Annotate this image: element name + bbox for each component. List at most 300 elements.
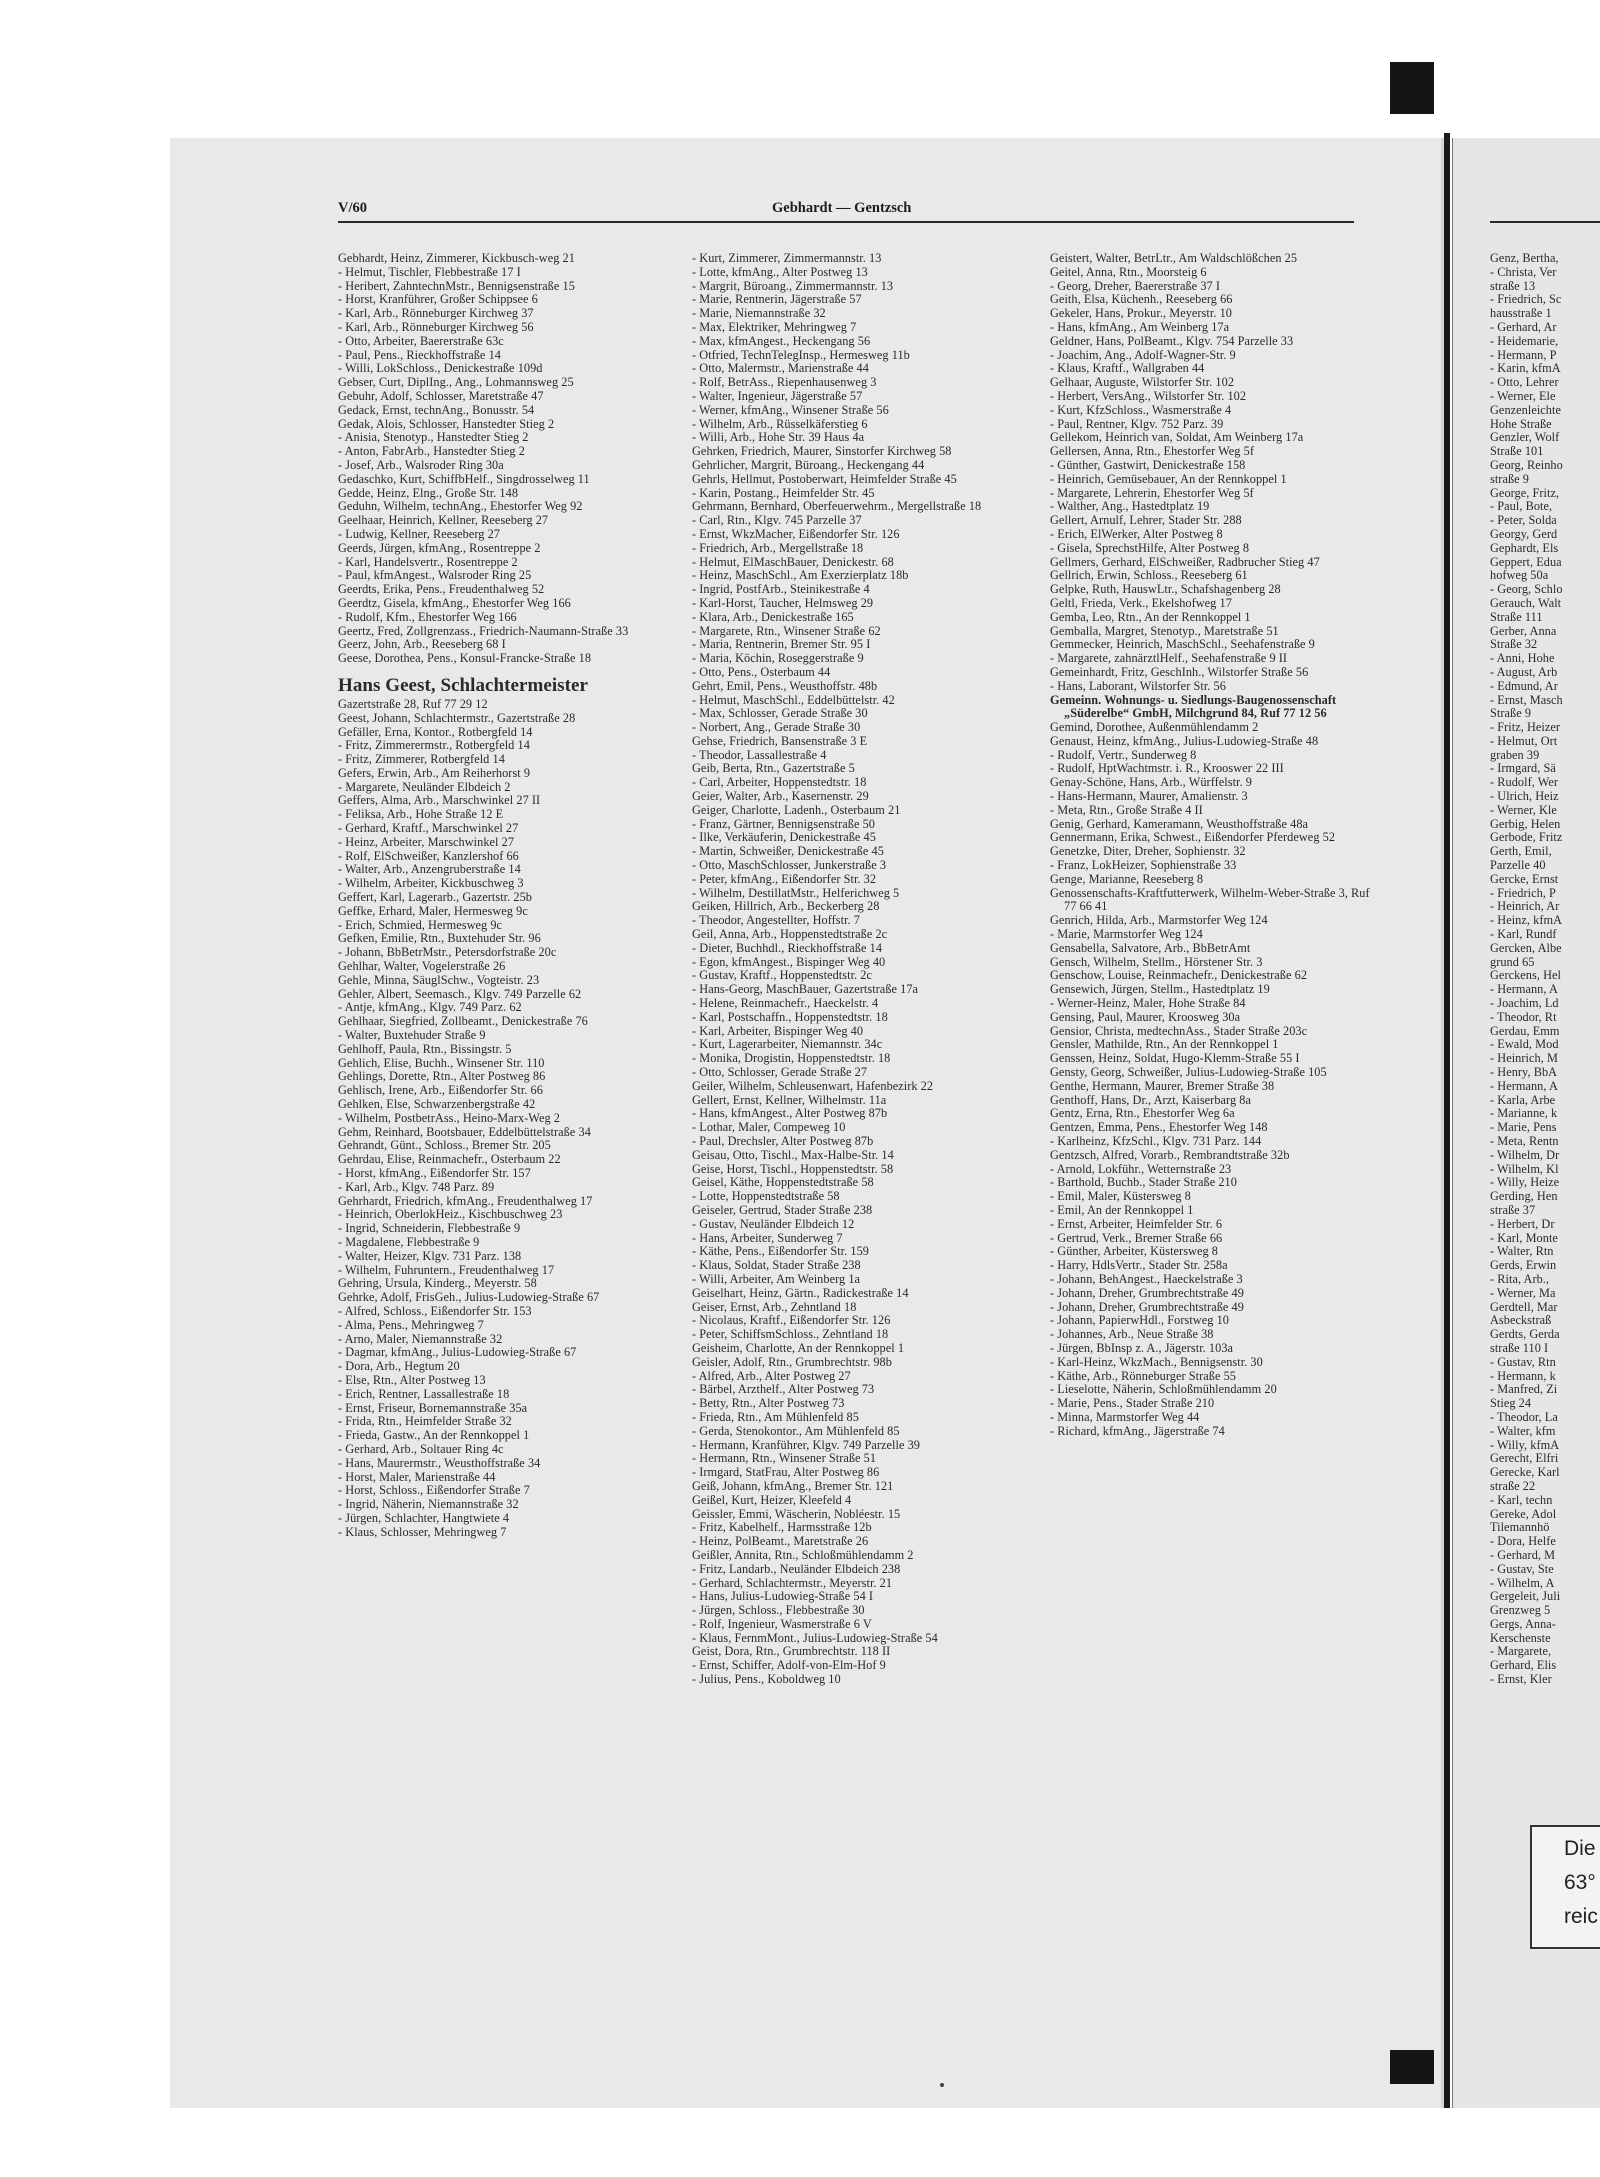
directory-entry: - Helmut, ElMaschBauer, Denickestr. 68 bbox=[692, 554, 894, 569]
directory-entry: Geffert, Karl, Lagerarb., Gazertstr. 25b bbox=[338, 890, 532, 905]
directory-entry: - Antje, kfmAng., Klgv. 749 Parz. 62 bbox=[338, 1000, 522, 1015]
directory-entry: Genssen, Heinz, Soldat, Hugo-Klemm-Straße 55 I bbox=[1050, 1051, 1300, 1066]
directory-entry: - Ernst, Arbeiter, Heimfelder Str. 6 bbox=[1050, 1216, 1223, 1231]
directory-entry: Gensty, Georg, Schweißer, Julius-Ludowieg-Straße 105 bbox=[1050, 1065, 1327, 1080]
directory-entry: Stieg 24 bbox=[1490, 1396, 1532, 1411]
directory-entry: - Meta, Rentn bbox=[1490, 1134, 1559, 1148]
directory-entry: Geertz, Fred, Zollgrenzass., Friedrich-Naumann-Straße 33 bbox=[338, 623, 629, 638]
directory-entry: - Walter, Rtn bbox=[1490, 1244, 1554, 1259]
directory-entry: straße 110 I bbox=[1490, 1340, 1549, 1355]
directory-entry: Geest, Johann, Schlachtermstr., Gazertstraße 28 bbox=[338, 710, 576, 725]
directory-entry: - Werner, Ele bbox=[1490, 388, 1556, 403]
directory-entry: - Fritz, Zimmerer, Rotbergfeld 14 bbox=[338, 752, 505, 767]
directory-entry: - Arnold, Lokführ., Wetternstraße 23 bbox=[1050, 1161, 1232, 1176]
directory-entry: Gercken, Albe bbox=[1490, 940, 1562, 955]
directory-entry: Geelhaar, Heinrich, Kellner, Reeseberg 27 bbox=[338, 513, 549, 528]
directory-entry: Gerhard, Elis bbox=[1490, 1658, 1557, 1673]
directory-entry: - Hans-Hermann, Maurer, Amalienstr. 3 bbox=[1050, 789, 1248, 804]
directory-entry: - Dieter, Buchhdl., Rieckhoffstraße 14 bbox=[692, 940, 883, 955]
directory-entry: - Fritz, Kabelhelf., Harmsstraße 12b bbox=[692, 1520, 872, 1535]
directory-entry: Gephardt, Els bbox=[1490, 540, 1559, 555]
directory-entry: - Erich, Rentner, Lassallestraße 18 bbox=[338, 1386, 510, 1401]
directory-entry: - Karin, Postang., Heimfelder Str. 45 bbox=[692, 485, 875, 500]
directory-entry: - Frieda, Gastw., An der Rennkoppel 1 bbox=[338, 1428, 530, 1443]
directory-entry: - Frida, Rtn., Heimfelder Straße 32 bbox=[338, 1414, 512, 1429]
directory-entry: - Rudolf, Kfm., Ehestorfer Weg 166 bbox=[338, 609, 517, 624]
directory-entry: Gebser, Curt, DiplIng., Ang., Lohmannsweg 25 bbox=[338, 375, 574, 390]
directory-entry: - Magdalene, Flebbestraße 9 bbox=[338, 1234, 480, 1249]
directory-entry: - Erich, Schmied, Hermesweg 9c bbox=[338, 917, 503, 932]
directory-entry: - Alfred, Arb., Alter Postweg 27 bbox=[692, 1368, 851, 1383]
directory-entry: - Ewald, Mod bbox=[1490, 1037, 1559, 1052]
directory-entry: - Karl, Rundf bbox=[1490, 927, 1557, 942]
directory-entry: - Max, Elektriker, Mehringweg 7 bbox=[692, 319, 857, 334]
directory-entry: - Hans, Julius-Ludowieg-Straße 54 I bbox=[692, 1589, 874, 1604]
directory-entry: Gemballa, Margret, Stenotyp., Maretstraße 51 bbox=[1050, 623, 1279, 638]
directory-entry: - Barthold, Buchb., Stader Straße 210 bbox=[1050, 1175, 1237, 1190]
directory-entry: - Karl-Heinz, WkzMach., Bennigsenstr. 30 bbox=[1050, 1354, 1263, 1369]
directory-entry: - Egon, kfmAngest., Bispinger Weg 40 bbox=[692, 954, 886, 969]
directory-entry: - Ingrid, Schneiderin, Flebbestraße 9 bbox=[338, 1221, 521, 1236]
directory-entry: - Hans, Maurermstr., Weusthoffstraße 34 bbox=[338, 1455, 541, 1470]
directory-entry: - Marie, Marmstorfer Weg 124 bbox=[1050, 927, 1203, 942]
directory-entry: - Heinz, MaschSchl., Am Exerzierplatz 18b bbox=[692, 568, 909, 583]
directory-entry: Gebuhr, Adolf, Schlosser, Maretstraße 47 bbox=[338, 388, 544, 403]
directory-entry: Gehrls, Hellmut, Postoberwart, Heimfelder Straße 45 bbox=[692, 471, 957, 486]
directory-entry: George, Fritz, bbox=[1490, 485, 1560, 500]
directory-entry: - Alma, Pens., Mehringweg 7 bbox=[338, 1317, 484, 1332]
directory-entry: - Nicolaus, Kraftf., Eißendorfer Str. 126 bbox=[692, 1313, 891, 1328]
directory-entry: Gerbig, Helen bbox=[1490, 816, 1561, 831]
directory-entry: Gehse, Friedrich, Bansenstraße 3 E bbox=[692, 733, 868, 748]
directory-entry: - Carl, Arbeiter, Hoppenstedtstr. 18 bbox=[692, 775, 867, 790]
directory-entry: Geerdtz, Gisela, kfmAng., Ehestorfer Weg 166 bbox=[338, 595, 571, 610]
directory-entry: - Heinz, Arbeiter, Marschwinkel 27 bbox=[338, 834, 515, 849]
directory-entry: Gerding, Hen bbox=[1490, 1189, 1558, 1204]
directory-entry: - Edmund, Ar bbox=[1490, 678, 1558, 693]
directory-entry: - Wilhelm, DestillatMstr., Helferichweg 5 bbox=[692, 885, 900, 900]
page-gutter bbox=[1444, 133, 1450, 2108]
directory-entry: - Frieda, Rtn., Am Mühlenfeld 85 bbox=[692, 1409, 859, 1424]
directory-entry: Straße 111 bbox=[1490, 609, 1543, 624]
directory-entry: - Harry, HdlsVertr., Stader Str. 258a bbox=[1050, 1258, 1228, 1273]
directory-entry: - Dora, Helfe bbox=[1490, 1534, 1556, 1549]
directory-entry: Gerecke, Karl bbox=[1490, 1465, 1560, 1480]
directory-entry: - Anton, FabrArb., Hanstedter Stieg 2 bbox=[338, 444, 525, 459]
directory-entry: - Helmut, MaschSchl., Eddelbüttelstr. 42 bbox=[692, 692, 895, 707]
directory-entry: - Alfred, Schloss., Eißendorfer Str. 153 bbox=[338, 1303, 532, 1318]
directory-entry: - Paul, kfmAngest., Walsroder Ring 25 bbox=[338, 568, 532, 583]
directory-entry: Geistert, Walter, BetrLtr., Am Waldschlößchen 25 bbox=[1050, 251, 1298, 265]
directory-entry: - Otto, Arbeiter, Baererstraße 63c bbox=[338, 333, 504, 348]
directory-entry: Gehrke, Adolf, FrisGeh., Julius-Ludowieg-Straße 67 bbox=[338, 1290, 600, 1305]
directory-entry: - Günther, Gastwirt, Denickestraße 158 bbox=[1050, 457, 1246, 472]
directory-entry: - Rudolf, HptWachtmstr. i. R., Krooswег 22 III bbox=[1050, 761, 1284, 776]
page-running-title: Gebhardt — Gentzsch bbox=[772, 200, 912, 216]
directory-entry: - Peter, SchiffsmSchloss., Zehntland 18 bbox=[692, 1327, 889, 1342]
directory-entry: - Karl, Handelsvertr., Rosentreppe 2 bbox=[338, 554, 518, 569]
directory-entry: Gehring, Ursula, Kinderg., Meyerstr. 58 bbox=[338, 1276, 537, 1291]
directory-entry: - Max, Schlosser, Gerade Straße 30 bbox=[692, 706, 868, 721]
directory-entry: Georg, Reinho bbox=[1490, 457, 1563, 472]
advert-heading: Hans Geest, Schlachtermeister bbox=[338, 674, 588, 696]
directory-entry: Tilemannhö bbox=[1490, 1520, 1550, 1535]
directory-entry: - Gisela, SprechstHilfe, Alter Postweg 8 bbox=[1050, 540, 1250, 555]
directory-entry: - Werner-Heinz, Maler, Hohe Straße 84 bbox=[1050, 996, 1246, 1011]
directory-entry: - Karl, Arb., Rönneburger Kirchweg 37 bbox=[338, 306, 534, 321]
directory-entry: graben 39 bbox=[1490, 747, 1540, 762]
directory-entry: - Theodor, Angestellter, Hoffstr. 7 bbox=[692, 913, 860, 928]
directory-entry: - Klaus, Kraftf., Wallgraben 44 bbox=[1050, 361, 1205, 376]
directory-entry: Gehlhaar, Siegfried, Zollbeamt., Denickestraße 76 bbox=[338, 1014, 588, 1029]
directory-entry: - Else, Rtn., Alter Postweg 13 bbox=[338, 1372, 486, 1387]
directory-entry: - Ingrid, Näherin, Niemannstraße 32 bbox=[338, 1497, 519, 1512]
directory-entry: Geissler, Emmi, Wäscherin, Nobléestr. 15 bbox=[692, 1506, 901, 1521]
directory-entry: - Gustav, Neuländer Elbdeich 12 bbox=[692, 1216, 855, 1231]
directory-entry: - Willy, kfmA bbox=[1490, 1437, 1560, 1452]
directory-entry: - Julius, Pens., Koboldweg 10 bbox=[692, 1672, 841, 1687]
directory-entry: - Karla, Arbe bbox=[1490, 1092, 1556, 1107]
directory-entry: - Hans, kfmAng., Am Weinberg 17a bbox=[1050, 319, 1230, 334]
directory-entry: - Käthe, Pens., Eißendorfer Str. 159 bbox=[692, 1244, 869, 1259]
directory-entry: Gensewich, Jürgen, Stellm., Hastedtplatz 19 bbox=[1050, 982, 1270, 997]
directory-entry: - Heinrich, Gemüsebauer, An der Rennkoppel 1 bbox=[1050, 471, 1287, 486]
directory-entry: Hohe Straße bbox=[1490, 416, 1552, 431]
directory-entry: Gergs, Anna- bbox=[1490, 1616, 1556, 1631]
print-speck bbox=[940, 2083, 944, 2087]
directory-entry: - Helmut, Ort bbox=[1490, 733, 1558, 748]
directory-entry: - Walter, Buxtehuder Straße 9 bbox=[338, 1028, 486, 1043]
directory-entry: - Ludwig, Kellner, Reeseberg 27 bbox=[338, 526, 501, 541]
directory-entry: hofweg 50a bbox=[1490, 568, 1549, 583]
directory-entry: - Hermann, Rtn., Winsener Straße 51 bbox=[692, 1451, 877, 1466]
directory-entry: hausstraße 1 bbox=[1490, 306, 1552, 321]
directory-entry: - Wilhelm, A bbox=[1490, 1575, 1555, 1590]
directory-entry: Genz, Bertha, bbox=[1490, 252, 1559, 265]
directory-entry: Gerecht, Elfri bbox=[1490, 1451, 1559, 1466]
directory-entry: Kerschenste bbox=[1490, 1630, 1551, 1645]
directory-entry: - Meta, Rtn., Große Straße 4 II bbox=[1050, 802, 1203, 817]
directory-entry: Genge, Marianne, Reeseberg 8 bbox=[1050, 871, 1204, 886]
directory-entry: - Gerhard, Kraftf., Marschwinkel 27 bbox=[338, 821, 519, 836]
directory-entry: - Manfred, Zi bbox=[1490, 1382, 1558, 1397]
directory-entry: Gerdau, Emm bbox=[1490, 1023, 1560, 1038]
directory-entry: - Marianne, k bbox=[1490, 1106, 1558, 1121]
directory-entry: - Heidemarie, bbox=[1490, 333, 1559, 348]
directory-entry: - Wilhelm, PostbetrAss., Heino-Marx-Weg 2 bbox=[338, 1110, 560, 1125]
directory-entry: Geier, Walter, Arb., Kasernenstr. 29 bbox=[692, 789, 869, 804]
directory-entry: - Fritz, Zimmerermstr., Rotbergfeld 14 bbox=[338, 738, 530, 753]
directory-entry: Gellert, Arnulf, Lehrer, Stader Str. 288 bbox=[1050, 513, 1242, 528]
directory-entry: - Willy, Heize bbox=[1490, 1175, 1560, 1190]
directory-entry: - Rolf, Ingenieur, Wasmerstraße 6 V bbox=[692, 1616, 872, 1631]
directory-entry: - Emil, An der Rennkoppel 1 bbox=[1050, 1202, 1194, 1217]
directory-entry: - Günther, Arbeiter, Küstersweg 8 bbox=[1050, 1244, 1218, 1259]
directory-entry: - Karl, Monte bbox=[1490, 1230, 1558, 1245]
directory-entry: Georgy, Gerd bbox=[1490, 526, 1558, 541]
directory-entry: - Johann, Dreher, Grumbrechtstraße 49 bbox=[1050, 1285, 1244, 1300]
directory-entry: - Walter, kfm bbox=[1490, 1423, 1556, 1438]
directory-entry: - Karl, Postschaffn., Hoppenstedtstr. 18 bbox=[692, 1009, 888, 1024]
directory-entry: - Karl, Arb., Rönneburger Kirchweg 56 bbox=[338, 319, 534, 334]
binding-shadow-top bbox=[1390, 62, 1434, 114]
directory-entry: - Ilke, Verkäuferin, Denickestraße 45 bbox=[692, 830, 876, 845]
directory-entry: Gensch, Wilhelm, Stellm., Hörstener Str. 3 bbox=[1050, 954, 1263, 969]
directory-entry: Gemmecker, Heinrich, MaschSchl., Seehafenstraße 9 bbox=[1050, 637, 1315, 652]
directory-entry: - Gustav, Ste bbox=[1490, 1561, 1554, 1576]
directory-entry: Gehrlicher, Margrit, Büroang., Heckengang 44 bbox=[692, 457, 925, 472]
directory-entry: Geiselhart, Heinz, Gärtn., Radickestraße 14 bbox=[692, 1285, 909, 1300]
directory-entry: Gentzsch, Alfred, Vorarb., Rembrandtstraße 32b bbox=[1050, 1147, 1290, 1162]
directory-entry: - Heinrich, Ar bbox=[1490, 899, 1560, 914]
directory-entry: - Hermann, k bbox=[1490, 1368, 1556, 1383]
directory-entry: Gerauch, Walt bbox=[1490, 595, 1562, 610]
directory-entry: - Gerhard, Schlachtermstr., Meyerstr. 21 bbox=[692, 1575, 893, 1590]
directory-entry: - Hermann, A bbox=[1490, 1078, 1558, 1093]
directory-entry: Geppert, Edua bbox=[1490, 554, 1562, 569]
directory-entry: Gehrken, Friedrich, Maurer, Sinstorfer Kirchweg 58 bbox=[692, 444, 952, 459]
directory-entry: - Ernst, Schiffer, Adolf-von-Elm-Hof 9 bbox=[692, 1658, 886, 1673]
directory-entry: - Wilhelm, Fuhruntern., Freudenthalweg 17 bbox=[338, 1262, 555, 1277]
directory-entry: - Gerhard, Ar bbox=[1490, 319, 1557, 334]
directory-entry: Gellekom, Heinrich van, Soldat, Am Weinberg 17a bbox=[1050, 430, 1304, 445]
directory-entry: - Walter, Arb., Anzengruberstraße 14 bbox=[338, 862, 521, 877]
directory-entry: - Dora, Arb., Hegtum 20 bbox=[338, 1359, 460, 1374]
directory-entry: - Emil, Maler, Küstersweg 8 bbox=[1050, 1189, 1191, 1204]
directory-entry: - Kurt, Zimmerer, Zimmermannstr. 13 bbox=[692, 251, 882, 265]
directory-entry: Genetzke, Diter, Dreher, Sophienstr. 32 bbox=[1050, 844, 1246, 859]
directory-entry: Genzenleichte bbox=[1490, 402, 1561, 417]
directory-entry: - Feliksa, Arb., Hohe Straße 12 E bbox=[338, 807, 504, 822]
directory-entry: Gedack, Ernst, technAng., Bonusstr. 54 bbox=[338, 402, 535, 417]
directory-entry: Asbeckstraß bbox=[1490, 1313, 1552, 1328]
directory-entry: - Georg, Dreher, Baererstraße 37 I bbox=[1050, 278, 1220, 293]
directory-entry: Geib, Berta, Rtn., Gazertstraße 5 bbox=[692, 761, 855, 776]
directory-entry: - Rita, Arb., bbox=[1490, 1271, 1550, 1286]
directory-entry: - Norbert, Ang., Gerade Straße 30 bbox=[692, 720, 861, 735]
directory-entry: Geißel, Kurt, Heizer, Kleefeld 4 bbox=[692, 1492, 852, 1507]
directory-entry: - Paul, Rentner, Klgv. 752 Parz. 39 bbox=[1050, 416, 1224, 431]
directory-entry: Gehler, Albert, Seemasch., Klgv. 749 Parzelle 62 bbox=[338, 986, 582, 1001]
directory-entry: Gemind, Dorothee, Außenmühlendamm 2 bbox=[1050, 720, 1259, 735]
directory-entry: Geduhn, Wilhelm, technAng., Ehestorfer Weg 92 bbox=[338, 499, 583, 514]
directory-entry: - Heinrich, M bbox=[1490, 1051, 1558, 1066]
directory-entry: - August, Arb bbox=[1490, 664, 1558, 679]
directory-entry: Gentzen, Emma, Pens., Ehestorfer Weg 148 bbox=[1050, 1120, 1268, 1135]
directory-entry: - Johann, PapierwHdl., Forstweg 10 bbox=[1050, 1313, 1229, 1328]
directory-entry: Gensler, Mathilde, Rtn., An der Rennkoppel 1 bbox=[1050, 1037, 1279, 1052]
directory-entry: - Paul, Bote, bbox=[1490, 499, 1553, 514]
directory-entry: Genaust, Heinz, kfmAng., Julius-Ludowieg-Straße 48 bbox=[1050, 733, 1319, 748]
directory-entry: Geitel, Anna, Rtn., Moorsteig 6 bbox=[1050, 264, 1207, 279]
directory-entry: - Theodor, Rt bbox=[1490, 1009, 1557, 1024]
directory-entry: Gemeinhardt, Fritz, GeschInh., Wilstorfer Straße 56 bbox=[1050, 664, 1309, 679]
directory-entry: - Hans, Laborant, Wilstorfer Str. 56 bbox=[1050, 678, 1226, 693]
directory-entry: - Carl, Rtn., Klgv. 745 Parzelle 37 bbox=[692, 513, 862, 528]
directory-entry: Genrich, Hilda, Arb., Marmstorfer Weg 124 bbox=[1050, 913, 1268, 928]
directory-entry: - Irmgard, Sä bbox=[1490, 761, 1556, 776]
directory-entry: - Josef, Arb., Walsroder Ring 30a bbox=[338, 457, 504, 472]
page-number: V/60 bbox=[338, 200, 367, 216]
directory-entry: - Gertrud, Verk., Bremer Straße 66 bbox=[1050, 1230, 1223, 1245]
directory-entry: Gelhaar, Auguste, Wilstorfer Str. 102 bbox=[1050, 375, 1235, 390]
directory-entry: Gehlhar, Walter, Vogelerstraße 26 bbox=[338, 959, 506, 974]
directory-entry: - Anisia, Stenotyp., Hanstedter Stieg 2 bbox=[338, 430, 529, 445]
directory-entry: Gennermann, Erika, Schwest., Eißendorfer Pferdeweg 52 bbox=[1050, 830, 1336, 845]
directory-entry: - Ulrich, Heiz bbox=[1490, 789, 1559, 804]
directory-entry: - Hermann, P bbox=[1490, 347, 1557, 362]
directory-entry: Geißler, Annita, Rtn., Schloßmühlendamm 2 bbox=[692, 1547, 914, 1562]
directory-entry: - Friedrich, Sc bbox=[1490, 292, 1562, 307]
directory-entry: - Karl, Arb., Klgv. 748 Parz. 89 bbox=[338, 1179, 495, 1194]
directory-entry: Gehm, Reinhard, Bootsbauer, Eddelbüttelstraße 34 bbox=[338, 1124, 591, 1139]
directory-entry: - Erich, ElWerker, Alter Postweg 8 bbox=[1050, 526, 1223, 541]
directory-entry: - Kurt, Lagerarbeiter, Niemannstr. 34c bbox=[692, 1037, 883, 1052]
directory-entry: Gentz, Erna, Rtn., Ehestorfer Weg 6a bbox=[1050, 1106, 1235, 1121]
directory-entry: - Rolf, BetrAss., Riepenhausenweg 3 bbox=[692, 375, 877, 390]
directory-entry: Gedaschko, Kurt, SchiffbHelf., Singdrosselweg 11 bbox=[338, 471, 590, 486]
directory-entry: Gefken, Emilie, Rtn., Buxtehuder Str. 96 bbox=[338, 931, 541, 946]
directory-column-1 bbox=[338, 252, 668, 1540]
directory-entry: - Werner, kfmAng., Winsener Straße 56 bbox=[692, 402, 889, 417]
directory-entry: Gerdtell, Mar bbox=[1490, 1299, 1558, 1314]
directory-entry: - Lotte, kfmAng., Alter Postweg 13 bbox=[692, 264, 868, 279]
directory-entry: - Joachim, Ld bbox=[1490, 996, 1559, 1011]
directory-entry: - Anni, Hohe bbox=[1490, 651, 1555, 666]
directory-entry: - Gerda, Stenokontor., Am Mühlenfeld 85 bbox=[692, 1423, 900, 1438]
directory-entry: Gehlisch, Irene, Arb., Eißendorfer Str. 66 bbox=[338, 1083, 543, 1098]
directory-entry: Geisler, Adolf, Rtn., Grumbrechtstr. 98b bbox=[692, 1354, 892, 1369]
directory-entry: - Maria, Köchin, Roseggerstraße 9 bbox=[692, 651, 864, 666]
directory-entry: Gehle, Minna, SäuglSchw., Vogteistr. 23 bbox=[338, 972, 540, 987]
directory-entry: - Willi, Arb., Hohe Str. 39 Haus 4a bbox=[692, 430, 865, 445]
directory-entry: Gehlhoff, Paula, Rtn., Bissingstr. 5 bbox=[338, 1041, 512, 1056]
directory-entry: - Heribert, ZahntechnMstr., Bennigsenstraße 15 bbox=[338, 278, 575, 293]
directory-entry: Straße 32 bbox=[1490, 637, 1538, 652]
directory-entry: - Hans, kfmAngest., Alter Postweg 87b bbox=[692, 1106, 888, 1121]
ad-line-1: Die bbox=[1564, 1837, 1596, 1860]
directory-entry: - Marie, Pens bbox=[1490, 1120, 1557, 1135]
advertisement-box bbox=[1530, 1825, 1600, 1949]
directory-entry: Gellmers, Gerhard, ElSchweißer, Radbrucher Stieg 47 bbox=[1050, 554, 1320, 569]
directory-entry: Geil, Anna, Arb., Hoppenstedtstraße 2c bbox=[692, 927, 888, 942]
directory-entry: - Fritz, Landarb., Neuländer Elbdeich 238 bbox=[692, 1561, 901, 1576]
directory-entry: Genthe, Hermann, Maurer, Bremer Straße 38 bbox=[1050, 1078, 1275, 1093]
directory-entry: - Karl, Arbeiter, Bispinger Weg 40 bbox=[692, 1023, 864, 1038]
directory-entry: Gehlings, Dorette, Rtn., Alter Postweg 86 bbox=[338, 1069, 546, 1084]
directory-entry: - Hans, Arbeiter, Sunderweg 7 bbox=[692, 1230, 843, 1245]
directory-entry: - Heinz, kfmA bbox=[1490, 913, 1563, 928]
directory-entry: - Horst, kfmAng., Eißendorfer Str. 157 bbox=[338, 1166, 531, 1180]
directory-entry: - Otto, Pens., Osterbaum 44 bbox=[692, 664, 831, 679]
directory-entry: - Peter, kfmAng., Eißendorfer Str. 32 bbox=[692, 871, 877, 886]
ad-line-3: reic bbox=[1564, 1905, 1598, 1928]
directory-entry: - Horst, Kranführer, Großer Schippsee 6 bbox=[338, 292, 538, 307]
directory-entry: - Karin, kfmA bbox=[1490, 361, 1561, 376]
directory-entry: Geldner, Hans, PolBeamt., Klgv. 754 Parzelle 33 bbox=[1050, 333, 1294, 348]
advert-address: Gazertstraße 28, Ruf 77 29 12 bbox=[338, 696, 488, 711]
directory-entry: - Johannes, Arb., Neue Straße 38 bbox=[1050, 1327, 1214, 1342]
directory-entry: - Otto, Malermstr., Marienstraße 44 bbox=[692, 361, 869, 376]
directory-entry: Geerdts, Erika, Pens., Freudenthalweg 52 bbox=[338, 582, 545, 597]
directory-entry: straße 9 bbox=[1490, 471, 1529, 486]
directory-entry: - Margarete, bbox=[1490, 1644, 1552, 1659]
directory-entry: straße 37 bbox=[1490, 1202, 1536, 1217]
directory-entry: Gekeler, Hans, Prokur., Meyerstr. 10 bbox=[1050, 306, 1232, 321]
directory-entry: Gehlich, Elise, Buchh., Winsener Str. 110 bbox=[338, 1055, 545, 1070]
directory-entry: - Peter, Solda bbox=[1490, 513, 1557, 528]
directory-entry: - Hans-Georg, MaschBauer, Gazertstraße 17a bbox=[692, 982, 919, 997]
directory-entry: Gerdts, Gerda bbox=[1490, 1327, 1560, 1342]
directory-entry: - Margarete, Lehrerin, Ehestorfer Weg 5f bbox=[1050, 485, 1254, 500]
directory-entry: - Martin, Schweißer, Denickestraße 45 bbox=[692, 844, 884, 859]
directory-entry: - Johann, BbBetrMstr., Petersdorfstraße 20c bbox=[338, 945, 557, 960]
directory-entry: Genossenschafts-Kraftfutterwerk, Wilhelm-Weber-Straße 3, Ruf 77 66 41 bbox=[1050, 885, 1370, 914]
directory-entry: - Wilhelm, Kl bbox=[1490, 1161, 1559, 1176]
directory-entry: - Max, kfmAngest., Heckengang 56 bbox=[692, 333, 871, 348]
directory-entry: - Horst, Maler, Marienstraße 44 bbox=[338, 1469, 496, 1484]
directory-entry: Gellrich, Erwin, Schloss., Reeseberg 61 bbox=[1050, 568, 1248, 583]
directory-entry: - Heinz, PolBeamt., Maretstraße 26 bbox=[692, 1534, 869, 1549]
directory-entry: Geerz, John, Arb., Reeseberg 68 I bbox=[338, 637, 506, 652]
directory-entry: Gerckens, Hel bbox=[1490, 968, 1561, 983]
directory-entry: - Horst, Schloss., Eißendorfer Straße 7 bbox=[338, 1483, 530, 1498]
directory-entry: Straße 101 bbox=[1490, 444, 1544, 459]
directory-entry: - Otfried, TechnTelegInsp., Hermesweg 11b bbox=[692, 347, 910, 362]
directory-entry: Gerds, Erwin bbox=[1490, 1258, 1557, 1273]
directory-entry: Gercke, Ernst bbox=[1490, 871, 1559, 886]
directory-entry: - Wilhelm, Dr bbox=[1490, 1147, 1560, 1162]
directory-entry: - Karl-Horst, Taucher, Helmsweg 29 bbox=[692, 595, 874, 610]
directory-entry: Gebhardt, Heinz, Zimmerer, Kickbusch-weg 21 bbox=[338, 251, 575, 265]
directory-entry: Gemba, Leo, Rtn., An der Rennkoppel 1 bbox=[1050, 609, 1251, 624]
directory-entry: Gedak, Alois, Schlosser, Hanstedter Stieg 2 bbox=[338, 416, 555, 431]
directory-entry: - Walter, Heizer, Klgv. 731 Parz. 138 bbox=[338, 1248, 522, 1263]
directory-entry: Gefers, Erwin, Arb., Am Reiherhorst 9 bbox=[338, 765, 531, 780]
directory-entry: - Hermann, Kranführer, Klgv. 749 Parzelle 39 bbox=[692, 1437, 920, 1452]
directory-entry: straße 13 bbox=[1490, 278, 1536, 293]
directory-entry: Gehrandt, Günt., Schloss., Bremer Str. 205 bbox=[338, 1138, 551, 1153]
directory-entry: - Ernst, Friseur, Bornemannstraße 35a bbox=[338, 1400, 528, 1415]
directory-entry: - Dagmar, kfmAng., Julius-Ludowieg-Straße 67 bbox=[338, 1345, 577, 1360]
directory-entry: - Joachim, Ang., Adolf-Wagner-Str. 9 bbox=[1050, 347, 1236, 362]
directory-entry: - Herbert, Dr bbox=[1490, 1216, 1555, 1231]
directory-entry: Gellersen, Anna, Rtn., Ehestorfer Weg 5f bbox=[1050, 444, 1254, 459]
directory-entry: Gellert, Ernst, Kellner, Wilhelmstr. 11a bbox=[692, 1092, 887, 1107]
directory-entry: Geerds, Jürgen, kfmAng., Rosentreppe 2 bbox=[338, 540, 541, 555]
directory-entry: - Arno, Maler, Niemannstraße 32 bbox=[338, 1331, 503, 1346]
directory-entry: - Otto, Schlosser, Gerade Straße 27 bbox=[692, 1065, 868, 1080]
directory-entry: - Marie, Niemannstraße 32 bbox=[692, 306, 826, 321]
directory-entry: - Friedrich, P bbox=[1490, 885, 1556, 900]
directory-entry: Gensior, Christa, medtechnAss., Stader Straße 203c bbox=[1050, 1023, 1308, 1038]
directory-entry: Geith, Elsa, Küchenh., Reeseberg 66 bbox=[1050, 292, 1233, 307]
directory-entry: Geiken, Hillrich, Arb., Beckerberg 28 bbox=[692, 899, 880, 914]
directory-entry: - Richard, kfmAng., Jägerstraße 74 bbox=[1050, 1423, 1225, 1438]
directory-entry: - Karlheinz, KfzSchl., Klgv. 731 Parz. 144 bbox=[1050, 1134, 1262, 1148]
directory-entry: - Georg, Schlo bbox=[1490, 582, 1563, 597]
directory-entry: - Klara, Arb., Denickestraße 165 bbox=[692, 609, 854, 624]
directory-entry: - Klaus, Schlosser, Mehringweg 7 bbox=[338, 1524, 507, 1539]
directory-entry: - Walther, Ang., Hastedtplatz 19 bbox=[1050, 499, 1210, 514]
directory-entry: Gehrdau, Elise, Reinmachefr., Osterbaum 22 bbox=[338, 1152, 561, 1167]
directory-entry: Genthoff, Hans, Dr., Arzt, Kaiserbarg 8a bbox=[1050, 1092, 1251, 1107]
directory-entry: - Monika, Drogistin, Hoppenstedtstr. 18 bbox=[692, 1051, 891, 1066]
directory-entry: Geffers, Alma, Arb., Marschwinkel 27 II bbox=[338, 793, 541, 808]
directory-entry: - Theodor, Lassallestraße 4 bbox=[692, 747, 827, 762]
directory-entry: Geiß, Johann, kfmAng., Bremer Str. 121 bbox=[692, 1478, 894, 1493]
directory-entry: - Henry, BbA bbox=[1490, 1065, 1558, 1080]
